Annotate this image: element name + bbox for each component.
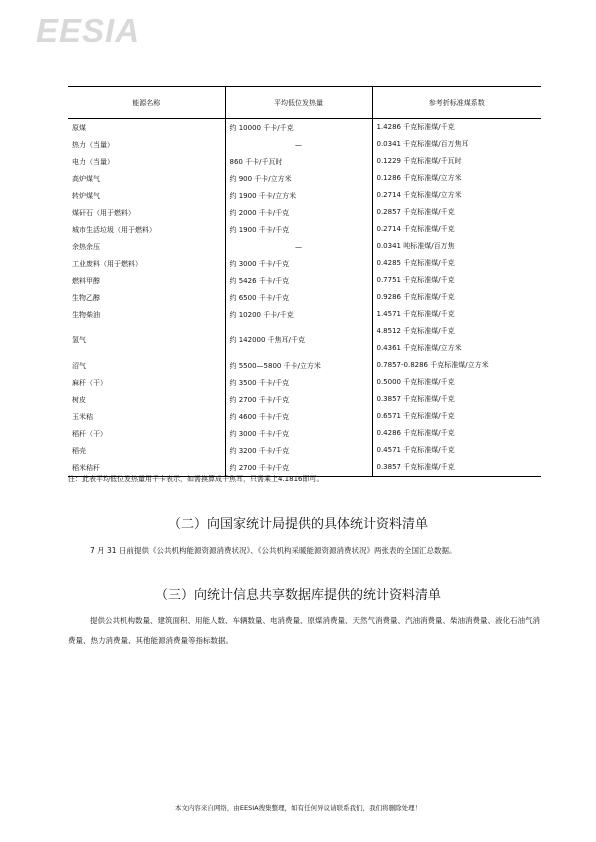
coef-cell [372,374,541,391]
table-row [68,391,541,408]
coef-value: 0.4571 千克标准煤/千克 [376,446,455,454]
table-row [68,255,541,272]
energy-conversion-table [68,86,541,477]
energy-name-cell: 电力（当量） [72,157,114,166]
coef-cell [372,255,541,272]
coef-cell [372,306,541,323]
avg-heat-cell: 约 900 千卡/立方米 [225,170,372,187]
coef-cell [372,136,541,153]
avg-heat-cell: — [225,238,372,255]
table-row [68,153,541,170]
avg-heat-cell: 约 2700 千卡/千克 [225,391,372,408]
energy-name-cell: 麻秆（干） [72,378,107,387]
table-row [68,119,541,137]
avg-heat-cell: 约 5500—5800 千卡/立方米 [225,357,372,374]
coef-cell [372,204,541,221]
section-3-paragraph: 提供公共机构数量、建筑面积、用能人数、车辆数量、电消费量、原煤消费量、天然气消费量、汽油消费量、柴油消费量、液化石油气消费量、热力消费量、其他能源消费量等指标数据。 [68,616,540,645]
coef-cell [372,289,541,306]
table-note: 注：此表平均低位发热量用千卡表示，如需换算成千焦耳，只需乘上4.1816即可。 [68,475,324,483]
section-3-heading: （三）向统计信息共享数据库提供的统计资料清单 [154,588,441,603]
energy-name-cell: 原煤 [72,123,86,132]
coef-cell [372,238,541,255]
coef-value: 0.3857 千克标准煤/千克 [376,395,455,403]
avg-heat-cell: 约 142000 千焦耳/千克 [225,323,372,357]
energy-name-cell: 城市生活垃圾（用于燃料） [72,225,156,234]
avg-heat-cell: 约 6500 千卡/千克 [225,289,372,306]
coef-cell [372,459,541,477]
table-row [68,357,541,374]
coef-value: 0.9286 千克标准煤/千克 [376,293,455,301]
section-2-paragraph: 7 月 31 日前提供《公共机构能源资源消费状况》、《公共机构采暖能源资源消费状况》两张表的全国汇总数据。 [90,546,457,555]
table-row [68,323,541,357]
table-row [68,204,541,221]
energy-name-cell: 沼气 [72,361,86,370]
avg-heat-cell: — [225,136,372,153]
header-energy-name: 能源名称 [68,87,225,119]
coef-cell [372,170,541,187]
coef-cell [372,323,541,357]
coef-value: 0.7751 千克标准煤/千克 [376,276,455,284]
table-row [68,136,541,153]
energy-name-cell: 树皮 [72,395,86,404]
table-row [68,221,541,238]
energy-name-cell: 燃料甲醇 [72,276,100,285]
avg-heat-cell: 约 10000 千卡/千克 [225,119,372,137]
avg-heat-cell: 860 千卡/千瓦时 [225,153,372,170]
table-row [68,272,541,289]
table-row [68,187,541,204]
coef-value: 0.1286 千克标准煤/立方米 [376,174,462,182]
coef-cell [372,425,541,442]
table-row [68,408,541,425]
energy-name-cell: 生物乙醇 [72,293,100,302]
coef-cell [372,221,541,238]
footer-disclaimer: 本文内容来自网络，由EESIA搜集整理，如有任何异议请联系我们，我们将删除处理！ [174,804,422,812]
energy-name-cell: 玉米秸 [72,412,93,421]
coef-cell [372,119,541,137]
coef-value: 0.3857 千克标准煤/千克 [376,463,455,471]
coef-value: 0.4286 千克标准煤/千克 [376,429,455,437]
coef-value: 0.0341 吨标准煤/百万焦 [376,242,455,250]
avg-heat-cell: 约 3500 千卡/千克 [225,374,372,391]
table-row [68,170,541,187]
energy-name-cell: 氢气 [72,336,86,344]
avg-heat-cell: 约 4600 千卡/千克 [225,408,372,425]
coef-value: 1.4571 千克标准煤/千克 [376,310,455,318]
energy-name-cell: 余热余压 [72,242,100,251]
energy-name-cell: 稻秆（干） [72,429,107,438]
coef-value: 0.5000 千克标准煤/千克 [376,378,455,386]
coef-cell [372,442,541,459]
energy-name-cell: 高炉煤气 [72,174,100,183]
avg-heat-cell: 约 1900 千卡/立方米 [225,187,372,204]
table-row [68,442,541,459]
energy-name-cell: 工业废料（用于燃料） [72,259,142,268]
energy-name-cell: 稻米秸秆 [68,459,225,477]
coef-value: 0.4361 千克标准煤/立方米 [376,344,462,352]
coef-value: 0.2857 千克标准煤/千克 [376,208,455,216]
header-coef: 参考折标准煤系数 [372,87,541,119]
coef-cell [372,357,541,374]
table-row [68,425,541,442]
coef-value: 0.7857-0.8286 千克标准煤/立方米 [376,361,489,369]
table-header-row [68,87,541,119]
energy-name-cell: 稻壳 [72,446,86,455]
table-row [68,289,541,306]
avg-heat-cell: 约 3000 千卡/千克 [225,255,372,272]
avg-heat-cell: 约 3200 千卡/千克 [225,442,372,459]
energy-name-cell: 热力（当量） [72,140,114,149]
energy-name-cell: 生物柴油 [72,310,100,319]
coef-value: 0.4285 千克标准煤/千克 [376,259,455,267]
table-row [68,306,541,323]
section-2-heading: （二）向国家统计局提供的具体统计资料清单 [167,517,428,532]
avg-heat-cell: 约 3000 千卡/千克 [225,425,372,442]
coef-value: 1.4286 千克标准煤/千克 [376,123,455,131]
header-avg-heat: 平均低位发热量 [225,87,372,119]
energy-name-cell: 煤矸石（用于燃料） [72,208,135,217]
coef-value: 0.2714 千克标准煤/立方米 [376,191,462,199]
avg-heat-cell: 约 2000 千卡/千克 [225,204,372,221]
avg-heat-cell: 约 10200 千卡/千克 [225,306,372,323]
coef-value: 4.8512 千克标准煤/千克 [376,327,455,335]
energy-name-cell: 转炉煤气 [72,191,100,200]
table-row [68,374,541,391]
coef-cell [372,153,541,170]
avg-heat-cell: 约 1900 千卡/千克 [225,221,372,238]
coef-value: 0.1229 千克标准煤/千瓦时 [376,157,462,165]
avg-heat-cell: 约 2700 千卡/千克 [225,459,372,477]
coef-cell [372,391,541,408]
avg-heat-cell: 约 5426 千卡/千克 [225,272,372,289]
coef-value: 0.0341 千克标准煤/百万焦耳 [376,140,469,148]
coef-value: 0.2714 千克标准煤/千克 [376,225,455,233]
coef-value: 0.6571 千克标准煤/千克 [376,412,455,420]
eesia-logo: EESIA [36,12,141,49]
coef-cell [372,187,541,204]
table-row [68,238,541,255]
coef-cell [372,272,541,289]
coef-cell [372,408,541,425]
